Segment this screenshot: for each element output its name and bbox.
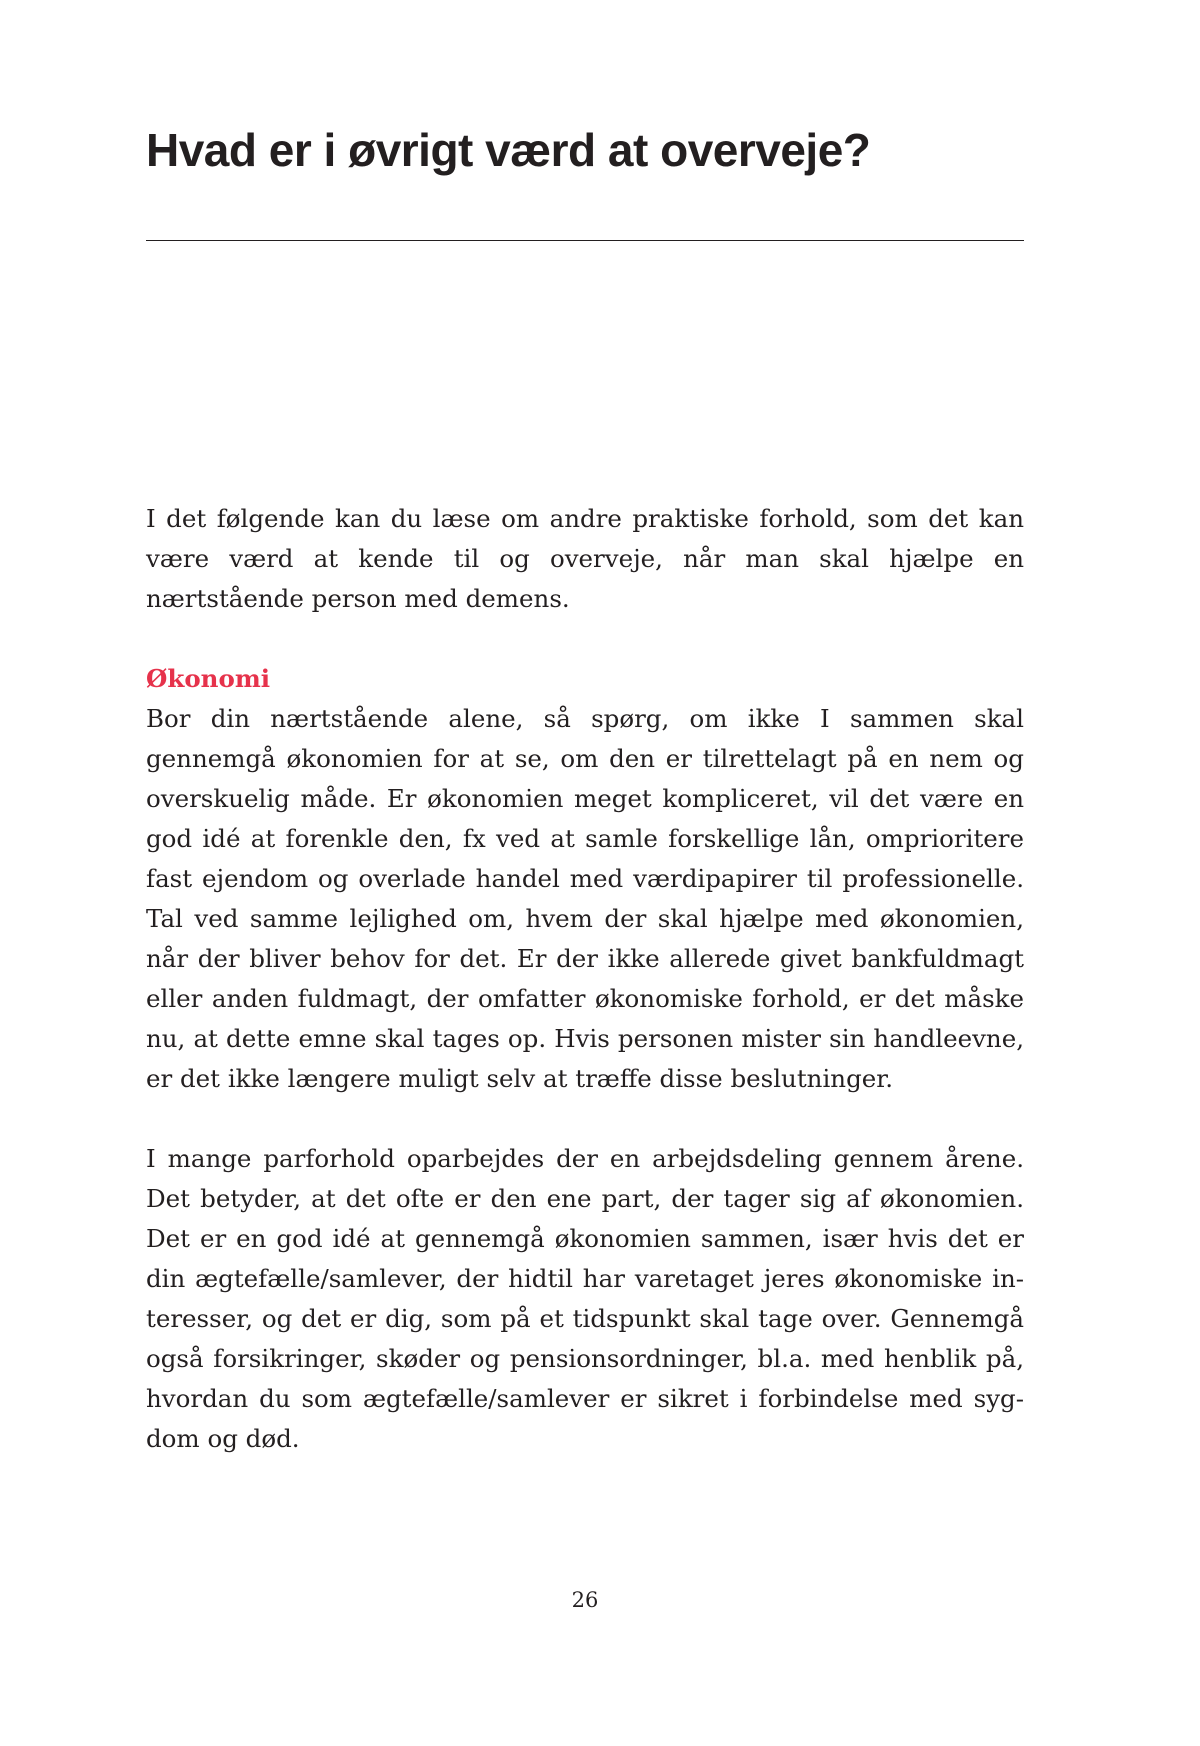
paragraph-1: Bor din nærtstående alene, så spørg, om ikke I sammen skal gennemgå økonomien for at se, om den er tilrettelagt på en nem og overskuelig måde. Er økonomien meget kompliceret, vil det være en god idé at forenkle den, fx ved at samle forskellige lån, omprioritere fast ejendom og overlade handel med værdipapirer til professionelle. Tal ved samme lejlighed om, hvem der skal hjælpe med økonomien, når der bliver behov for det. Er der ikke allerede givet bankfuldmagt eller anden fuldmagt, der omfatter økonomiske forhold, er det måske nu, at dette emne skal tages op. Hvis personen mister sin handleevne, er det ikke længere muligt selv at træffe disse beslutninger. [146,704,1024,1093]
paragraph-2: I mange parforhold oparbejdes der en arbejdsdeling gennem årene. Det betyder, at det ofte er den ene part, der tager sig af økonomien. Det er en god idé at gennemgå økonomien sammen, især hvis det er din ægtefælle/samlever, der hidtil har varetaget jeres økonomiske interesser, og det er dig, som på et tidspunkt skal tage over. Gennemgå også forsikringer, skøder og pensionsordninger, bl.a. med henblik på, hvordan du som ægtefælle/samlever er sikret i forbindelse med sygdom og død. [146,1144,1024,1453]
page-number: 26 [571,1588,599,1612]
page-title: Hvad er i øvrigt værd at overveje? [146,124,871,176]
intro-paragraph: I det følgende kan du læse om andre praktiske forhold, som det kan være værd at kende til og overveje, når man skal hjælpe en nærtstående person med demens. [146,504,1024,613]
section-heading-okonomi: Økonomi [146,664,271,693]
title-divider [146,240,1024,241]
body-text [146,499,1024,1459]
